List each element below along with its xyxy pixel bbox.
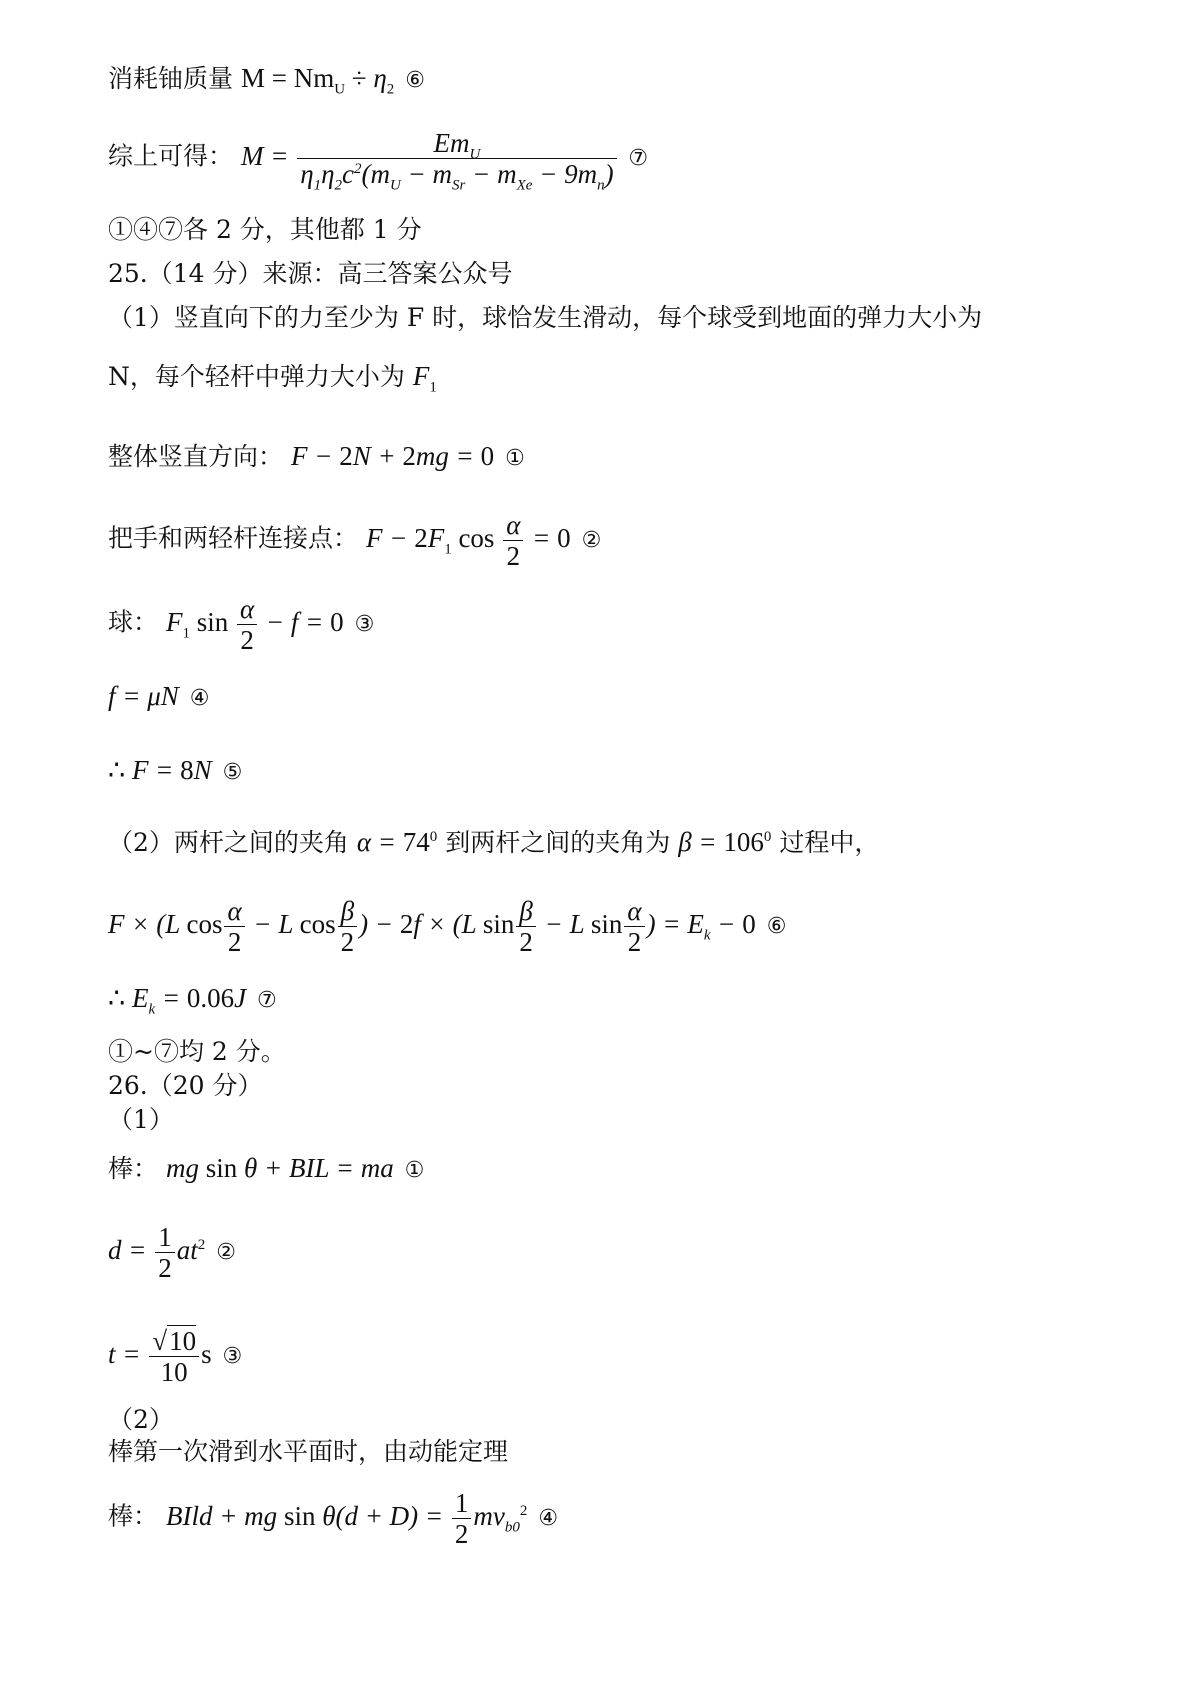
line-summary: [108, 128, 649, 194]
formula: $M = Nm_U \div \eta_2$: [240, 63, 395, 98]
marker: ④: [189, 686, 210, 711]
formula: F − 2N + 2mg = 0: [290, 441, 495, 471]
line-kinetic-theorem: 棒第一次滑到水平面时，由动能定理: [108, 1437, 509, 1466]
line-friction: [108, 680, 209, 715]
text: 把手和两轻杆连接点：: [108, 523, 359, 553]
marker: ①: [404, 1158, 425, 1183]
line-energy-result: [108, 982, 277, 1017]
formula: ∴ $E_k = 0.06J$: [108, 983, 247, 1018]
text: 综上可得：: [108, 141, 234, 171]
line-energy-equation: [108, 896, 786, 957]
line-q26-header: 26.（20 分）: [108, 1071, 263, 1100]
marker: ⑦: [257, 988, 277, 1013]
line-vertical-balance: [108, 440, 525, 475]
line-q25-part1: （1）竖直向下的力至少为 F 时，球恰发生滑动，每个球受到地面的弹力大小为: [108, 303, 983, 332]
formula: M = $\frac{Em_U}{\eta_1\eta_2c^2(m_U - m_{Sr} - m_{Xe} - 9m_n)}$: [241, 141, 625, 171]
formula: f = μN: [108, 681, 179, 711]
formula: mg sin θ + BIL = ma: [165, 1153, 394, 1183]
formula: $F_1$: [412, 361, 437, 396]
line-force-result: [108, 754, 242, 789]
marker: ②: [581, 527, 602, 553]
text: 棒：: [108, 1501, 159, 1531]
text: 消耗铀质量: [108, 64, 234, 93]
line-q25-part1-cont: [108, 360, 437, 396]
line-scoring-2: ①~⑦均 2 分。: [108, 1037, 286, 1066]
marker: ④: [538, 1505, 559, 1531]
formula: $F_1$ sin $\frac{\alpha}{2}$ − f = 0: [165, 594, 344, 655]
formula: F × (L cos $\frac{\alpha}{2}$ − L cos $\frac{\beta}{2}$ ) − 2f × (L sin $\frac{\beta}{2}$ − L sin $\frac{\alpha}{2}$ ) = $E_k - 0$: [108, 896, 756, 957]
formula: BIld + mg sin θ(d + D) = $\frac{1}{2}$ $mv_{b0}^2$: [165, 1488, 528, 1549]
text: N，每个轻杆中弹力大小为: [108, 362, 405, 391]
marker: ⑥: [766, 913, 787, 939]
marker: ⑤: [222, 760, 243, 785]
marker: ①: [505, 446, 525, 471]
formula: t = $\frac{√10}{10}$ s: [108, 1326, 212, 1387]
marker: ②: [216, 1239, 236, 1265]
formula: $\beta = 106^0$: [678, 827, 772, 857]
line-rod-energy: [108, 1488, 558, 1549]
formula: d = $\frac{1}{2}$ $at^2$: [108, 1222, 206, 1283]
line-scoring: ①④⑦各 2 分，其他都 1 分: [108, 215, 422, 244]
text: （2）两杆之间的夹角: [108, 828, 349, 857]
line-joint-balance: [108, 510, 601, 571]
text: 过程中，: [779, 828, 880, 857]
text: 球：: [108, 607, 159, 637]
marker: ③: [222, 1343, 243, 1369]
formula: $\alpha = 74^0$: [356, 827, 438, 857]
line-displacement: [108, 1222, 236, 1283]
text: 到两杆之间的夹角为: [445, 828, 671, 857]
marker: ⑥: [405, 68, 425, 93]
line-q25-part2: [108, 826, 879, 859]
text: 棒：: [108, 1154, 159, 1183]
line-rod-force: [108, 1152, 424, 1187]
line-time: [108, 1326, 242, 1387]
marker: ⑦: [628, 145, 649, 171]
line-ball-balance: [108, 594, 374, 655]
formula: $F - 2F_1$ cos $\frac{\alpha}{2}$ = 0: [365, 510, 571, 571]
marker: ③: [354, 611, 375, 637]
line-q25-header: 25.（14 分）来源：高三答案公众号: [108, 259, 513, 288]
line-q26-part1: （1）: [108, 1105, 174, 1134]
formula: ∴ F = 8N: [108, 755, 212, 785]
text: 整体竖直方向：: [108, 442, 284, 471]
line-uranium-mass: [108, 62, 425, 97]
line-q26-part2: （2）: [108, 1405, 174, 1434]
